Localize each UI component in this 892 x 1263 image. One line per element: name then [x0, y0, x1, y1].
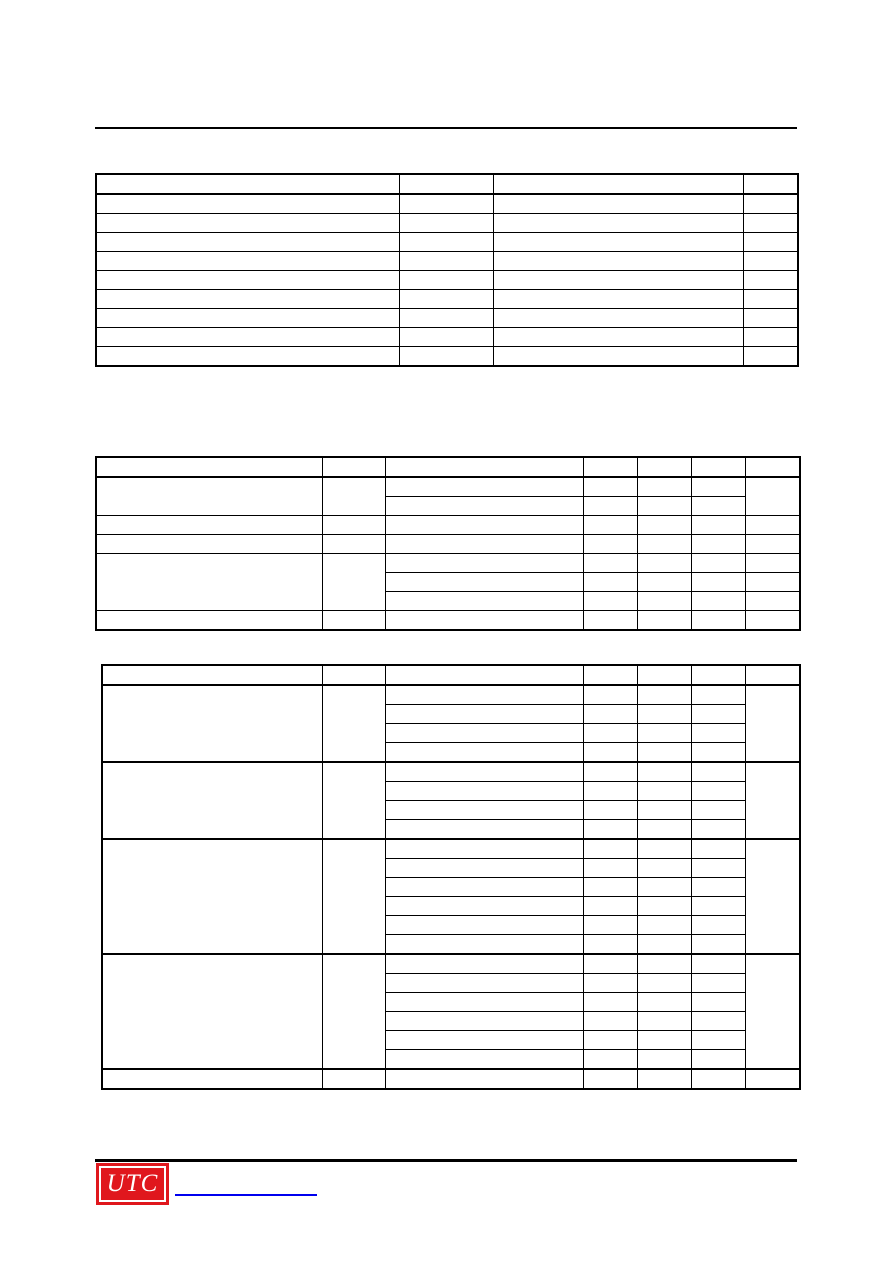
table-row — [96, 611, 800, 631]
table-cell — [691, 1069, 745, 1089]
table-cell — [583, 665, 637, 685]
table-row — [96, 233, 798, 252]
table-cell — [691, 974, 745, 993]
table-cell — [745, 516, 800, 535]
table-cell — [96, 252, 399, 271]
table-cell — [637, 516, 691, 535]
table-cell — [96, 328, 399, 347]
table-cell — [743, 174, 798, 194]
table-cell — [637, 592, 691, 611]
table-row — [96, 309, 798, 328]
table-cell — [385, 935, 583, 955]
table-cell — [385, 897, 583, 916]
table-cell — [743, 252, 798, 271]
table-cell — [583, 801, 637, 820]
table-cell — [637, 1031, 691, 1050]
website-link[interactable] — [175, 1194, 317, 1196]
table-cell — [691, 497, 745, 516]
table-cell — [745, 457, 800, 477]
table-cell — [637, 554, 691, 573]
logo-text: UTC — [106, 1170, 159, 1197]
table-cell — [637, 859, 691, 878]
table-cell — [637, 497, 691, 516]
table-cell — [96, 535, 322, 554]
table-cell — [322, 554, 385, 611]
table-cell — [637, 573, 691, 592]
table-cell — [691, 916, 745, 935]
table-cell — [493, 252, 743, 271]
table-cell — [583, 477, 637, 497]
table-header-row — [96, 457, 800, 477]
characteristics-table-2 — [101, 664, 801, 1090]
table-row — [96, 347, 798, 367]
table-row — [102, 954, 800, 974]
table-cell — [385, 573, 583, 592]
table-row — [96, 516, 800, 535]
table-cell — [96, 347, 399, 367]
table-cell — [583, 592, 637, 611]
table-cell — [583, 1012, 637, 1031]
table-cell — [637, 974, 691, 993]
table-cell — [385, 878, 583, 897]
table-cell — [385, 611, 583, 631]
table-cell — [493, 174, 743, 194]
table-cell — [691, 592, 745, 611]
table-cell — [637, 935, 691, 955]
table-cell — [691, 859, 745, 878]
table-cell — [385, 820, 583, 840]
table-cell — [637, 916, 691, 935]
table-row — [96, 214, 798, 233]
table-cell — [745, 839, 800, 954]
table-cell — [399, 233, 493, 252]
table-cell — [691, 878, 745, 897]
table-cell — [637, 801, 691, 820]
table-cell — [493, 328, 743, 347]
table-cell — [637, 457, 691, 477]
table-cell — [691, 1050, 745, 1070]
table-cell — [583, 554, 637, 573]
table-cell — [691, 611, 745, 631]
table-row — [102, 762, 800, 782]
table-cell — [583, 1050, 637, 1070]
table-cell — [96, 194, 399, 214]
table-cell — [102, 762, 322, 839]
table-cell — [637, 1050, 691, 1070]
table-cell — [691, 724, 745, 743]
table-cell — [96, 611, 322, 631]
table-cell — [385, 477, 583, 497]
table-cell — [96, 214, 399, 233]
table-cell — [583, 820, 637, 840]
table-row — [96, 477, 800, 497]
table-cell — [385, 974, 583, 993]
table-cell — [399, 174, 493, 194]
table-cell — [637, 878, 691, 897]
table-cell — [637, 954, 691, 974]
table-cell — [385, 1069, 583, 1089]
table-cell — [96, 174, 399, 194]
table-cell — [96, 477, 322, 516]
table-cell — [583, 782, 637, 801]
table-cell — [637, 477, 691, 497]
table-cell — [583, 916, 637, 935]
table-cell — [399, 290, 493, 309]
table-cell — [743, 194, 798, 214]
table-cell — [743, 271, 798, 290]
table-cell — [385, 954, 583, 974]
table-cell — [399, 347, 493, 367]
table-row — [102, 1069, 800, 1089]
table-cell — [385, 762, 583, 782]
table-cell — [583, 935, 637, 955]
table-cell — [322, 611, 385, 631]
table-cell — [322, 457, 385, 477]
table-cell — [385, 685, 583, 705]
table-cell — [96, 290, 399, 309]
table-cell — [583, 954, 637, 974]
table-cell — [637, 535, 691, 554]
table-cell — [96, 516, 322, 535]
table-cell — [583, 839, 637, 859]
table-cell — [691, 935, 745, 955]
table-cell — [493, 309, 743, 328]
table-cell — [322, 685, 385, 762]
table-cell — [399, 252, 493, 271]
table-cell — [583, 859, 637, 878]
table-cell — [385, 743, 583, 763]
table-cell — [691, 477, 745, 497]
table-cell — [399, 309, 493, 328]
table-cell — [745, 954, 800, 1069]
table-cell — [385, 1050, 583, 1070]
table-cell — [385, 705, 583, 724]
table-cell — [322, 665, 385, 685]
table-cell — [691, 1031, 745, 1050]
table-cell — [691, 535, 745, 554]
table-cell — [96, 309, 399, 328]
table-cell — [493, 271, 743, 290]
table-cell — [493, 290, 743, 309]
table-cell — [583, 611, 637, 631]
table-cell — [637, 839, 691, 859]
table-row — [96, 554, 800, 573]
table-cell — [385, 839, 583, 859]
table-cell — [583, 685, 637, 705]
table-cell — [637, 743, 691, 763]
table-cell — [102, 665, 322, 685]
table-cell — [385, 457, 583, 477]
table-cell — [637, 611, 691, 631]
table-cell — [743, 290, 798, 309]
table-cell — [385, 516, 583, 535]
table-cell — [743, 214, 798, 233]
table-cell — [583, 724, 637, 743]
table-cell — [493, 347, 743, 367]
table-cell — [385, 993, 583, 1012]
characteristics-table-1 — [95, 456, 801, 631]
table-cell — [385, 782, 583, 801]
table-cell — [637, 820, 691, 840]
table-row — [96, 290, 798, 309]
table-cell — [691, 897, 745, 916]
table-cell — [96, 233, 399, 252]
table-cell — [102, 954, 322, 1069]
table-cell — [745, 592, 800, 611]
table-cell — [691, 665, 745, 685]
table-cell — [385, 1012, 583, 1031]
table-cell — [322, 1069, 385, 1089]
table-cell — [691, 516, 745, 535]
logo-frame — [99, 1166, 166, 1202]
table-cell — [385, 859, 583, 878]
table-cell — [322, 954, 385, 1069]
table-cell — [583, 516, 637, 535]
table-cell — [385, 916, 583, 935]
table-row — [96, 328, 798, 347]
table-cell — [399, 271, 493, 290]
table-cell — [691, 573, 745, 592]
table-cell — [691, 685, 745, 705]
table-cell — [583, 535, 637, 554]
table-cell — [637, 782, 691, 801]
table-cell — [322, 762, 385, 839]
table-cell — [493, 214, 743, 233]
table-cell — [745, 611, 800, 631]
table-cell — [583, 1069, 637, 1089]
table-cell — [637, 665, 691, 685]
table-cell — [583, 878, 637, 897]
table-cell — [745, 477, 800, 516]
table-cell — [637, 724, 691, 743]
table-cell — [385, 665, 583, 685]
table-cell — [637, 897, 691, 916]
footer-rule — [95, 1159, 797, 1162]
table-header-row — [102, 665, 800, 685]
table-row — [96, 271, 798, 290]
table-row — [96, 194, 798, 214]
table-cell — [322, 839, 385, 954]
table-cell — [745, 535, 800, 554]
table-cell — [743, 347, 798, 367]
table-cell — [743, 233, 798, 252]
table-cell — [493, 233, 743, 252]
table-cell — [322, 477, 385, 516]
table-cell — [745, 573, 800, 592]
table-cell — [691, 993, 745, 1012]
table-cell — [691, 954, 745, 974]
table-row — [102, 839, 800, 859]
table-cell — [583, 497, 637, 516]
table-cell — [385, 801, 583, 820]
table-cell — [493, 194, 743, 214]
utc-logo — [96, 1163, 169, 1205]
table-cell — [637, 762, 691, 782]
table-cell — [691, 457, 745, 477]
header-rule — [95, 127, 797, 129]
table-cell — [399, 194, 493, 214]
table-cell — [745, 665, 800, 685]
table-cell — [322, 535, 385, 554]
table-cell — [637, 1069, 691, 1089]
table-cell — [691, 820, 745, 840]
table-header-row — [96, 174, 798, 194]
table-cell — [745, 554, 800, 573]
table-cell — [102, 839, 322, 954]
table-cell — [691, 801, 745, 820]
table-cell — [743, 309, 798, 328]
table-cell — [96, 554, 322, 611]
table-cell — [691, 839, 745, 859]
table-cell — [385, 497, 583, 516]
table-cell — [691, 1012, 745, 1031]
table-cell — [322, 516, 385, 535]
table-row — [96, 535, 800, 554]
table-cell — [583, 573, 637, 592]
absolute-ratings-table — [95, 173, 799, 367]
table-cell — [385, 724, 583, 743]
table-row — [96, 252, 798, 271]
table-cell — [691, 554, 745, 573]
table-cell — [583, 993, 637, 1012]
table-cell — [583, 974, 637, 993]
table-cell — [385, 554, 583, 573]
table-cell — [691, 762, 745, 782]
table-cell — [745, 1069, 800, 1089]
table-cell — [583, 705, 637, 724]
table-cell — [691, 743, 745, 763]
table-cell — [385, 535, 583, 554]
table-cell — [385, 1031, 583, 1050]
table-cell — [583, 457, 637, 477]
table-cell — [399, 214, 493, 233]
table-cell — [385, 592, 583, 611]
table-cell — [637, 1012, 691, 1031]
table-cell — [637, 993, 691, 1012]
table-cell — [745, 685, 800, 762]
table-cell — [102, 685, 322, 762]
table-cell — [745, 762, 800, 839]
table-row — [102, 685, 800, 705]
table-cell — [691, 705, 745, 724]
table-cell — [691, 782, 745, 801]
table-cell — [96, 271, 399, 290]
table-cell — [583, 743, 637, 763]
table-cell — [102, 1069, 322, 1089]
table-cell — [583, 762, 637, 782]
table-cell — [583, 897, 637, 916]
table-cell — [743, 328, 798, 347]
table-cell — [583, 1031, 637, 1050]
table-cell — [637, 705, 691, 724]
table-cell — [399, 328, 493, 347]
table-cell — [96, 457, 322, 477]
table-cell — [637, 685, 691, 705]
